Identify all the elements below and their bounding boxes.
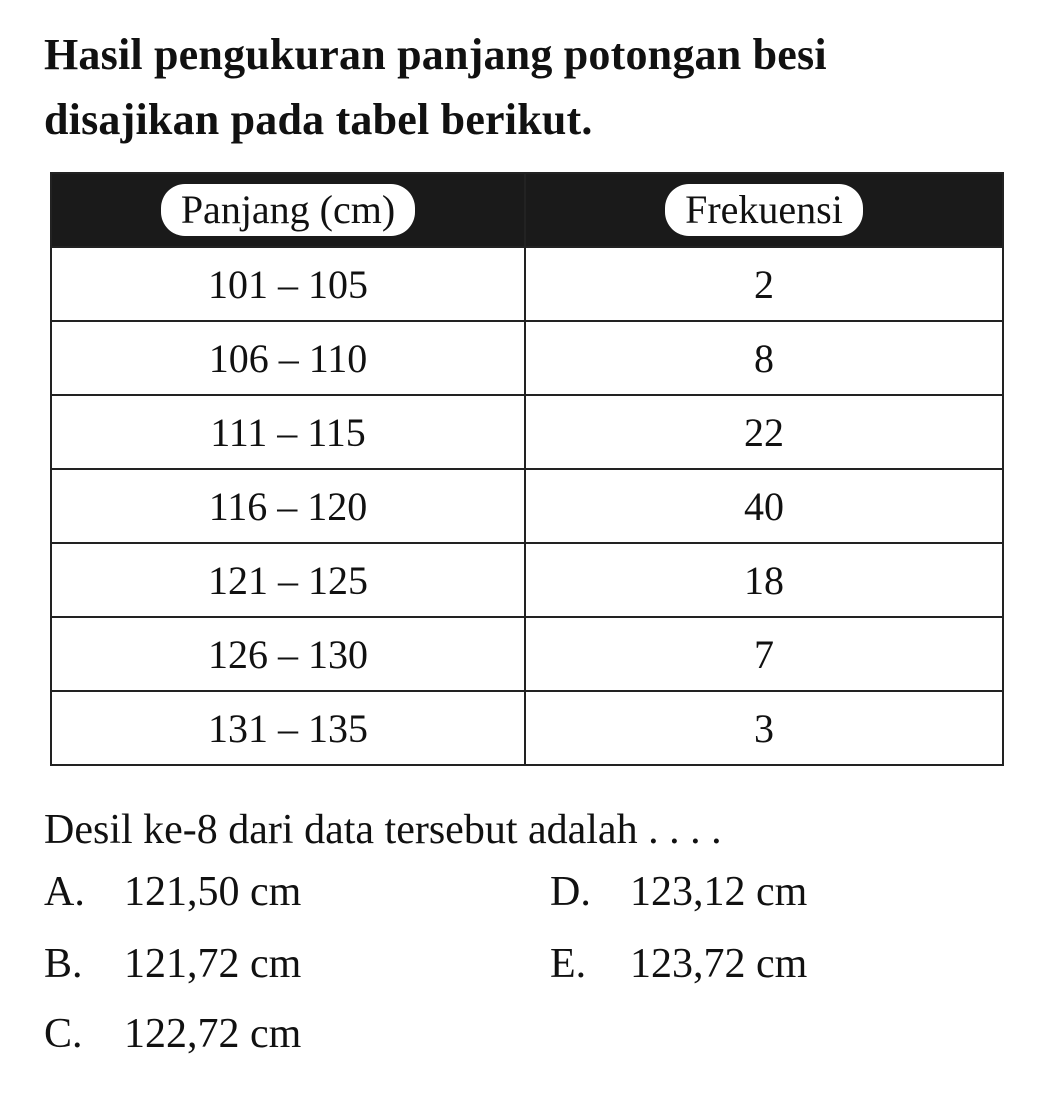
frequency-cell: 7	[525, 617, 1003, 691]
option-letter: E.	[550, 941, 587, 987]
table-header-row	[51, 173, 1003, 247]
table-row	[51, 321, 1003, 395]
length-cell: 111 – 115	[51, 395, 525, 469]
option-letter: B.	[44, 941, 83, 987]
table-row	[51, 543, 1003, 617]
table-row	[51, 395, 1003, 469]
frequency-cell: 2	[525, 247, 1003, 321]
option-text: 121,72 cm	[124, 941, 302, 987]
question-text: Desil ke-8 dari data tersebut adalah . . . .	[44, 807, 722, 853]
option-b[interactable]	[44, 934, 301, 994]
table-row	[51, 469, 1003, 543]
intro-line-2: disajikan pada tabel berikut.	[44, 95, 593, 144]
table-row	[51, 247, 1003, 321]
option-a[interactable]	[44, 862, 301, 922]
option-letter: A.	[44, 869, 85, 915]
option-letter: D.	[550, 869, 591, 915]
option-d[interactable]	[550, 862, 807, 922]
frequency-cell: 8	[525, 321, 1003, 395]
table-row	[51, 617, 1003, 691]
intro-line-1: Hasil pengukuran panjang potongan besi	[44, 30, 827, 79]
length-cell: 116 – 120	[51, 469, 525, 543]
frequency-cell: 22	[525, 395, 1003, 469]
header-label-length: Panjang (cm)	[161, 184, 415, 236]
frequency-table	[50, 172, 1004, 766]
frequency-cell: 3	[525, 691, 1003, 765]
option-text: 123,12 cm	[630, 869, 808, 915]
problem-intro	[44, 22, 1004, 152]
option-text: 121,50 cm	[124, 869, 302, 915]
option-text: 122,72 cm	[124, 1011, 302, 1057]
length-cell: 131 – 135	[51, 691, 525, 765]
length-cell: 106 – 110	[51, 321, 525, 395]
frequency-cell: 40	[525, 469, 1003, 543]
frequency-cell: 18	[525, 543, 1003, 617]
header-cell-frequency	[525, 173, 1003, 247]
header-cell-length	[51, 173, 525, 247]
header-label-frequency: Frekuensi	[665, 184, 863, 236]
answer-options	[44, 862, 1004, 1062]
option-text: 123,72 cm	[630, 941, 808, 987]
option-c[interactable]	[44, 1004, 301, 1064]
length-cell: 101 – 105	[51, 247, 525, 321]
option-letter: C.	[44, 1011, 83, 1057]
length-cell: 126 – 130	[51, 617, 525, 691]
option-e[interactable]	[550, 934, 807, 994]
length-cell: 121 – 125	[51, 543, 525, 617]
table-row	[51, 691, 1003, 765]
